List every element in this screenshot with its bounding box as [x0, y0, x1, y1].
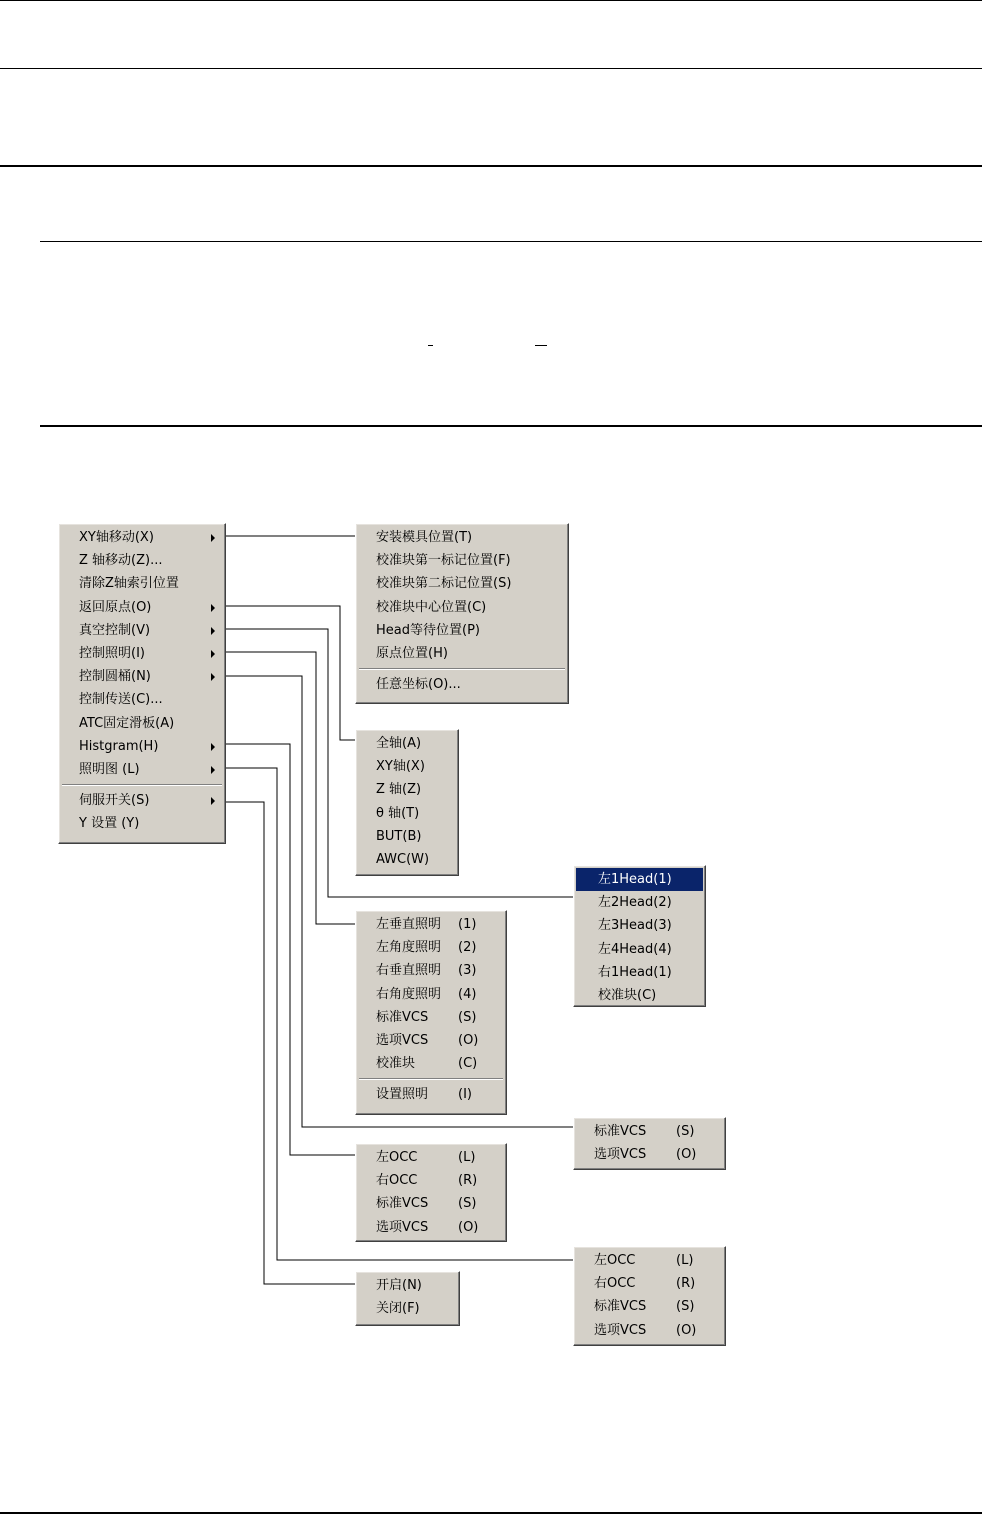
submenu-item-shortcut: (L)	[676, 1253, 694, 1268]
submenu-item-label: 标准VCS	[594, 1124, 647, 1139]
submenu-item-label: Z 轴(Z)	[376, 782, 422, 798]
submenu-item-shortcut: (L)	[458, 1150, 476, 1165]
submenu-item-label: 选项VCS	[376, 1032, 429, 1048]
submenu-item[interactable]	[358, 1274, 457, 1297]
submenu-item-label: 左OCC	[376, 1150, 418, 1165]
submenu-item-label: 右角度照明	[376, 986, 442, 1002]
submenu-item-label: 右OCC	[376, 1173, 418, 1189]
submenu-item[interactable]	[576, 1272, 723, 1295]
submenu-item[interactable]	[576, 1249, 723, 1272]
submenu-item-shortcut: (R)	[676, 1276, 696, 1292]
submenu-item[interactable]	[358, 549, 566, 572]
submenu-arrow-icon	[211, 797, 215, 805]
submenu-item-shortcut: (S)	[458, 1009, 477, 1025]
submenu-item[interactable]	[576, 984, 703, 1007]
submenu-item[interactable]	[358, 1083, 504, 1106]
submenu-item-label: 右垂直照明	[376, 963, 442, 979]
submenu-item[interactable]	[576, 1319, 723, 1342]
submenu-item[interactable]	[358, 983, 504, 1006]
submenu-item-label: 任意坐标(O)...	[376, 677, 461, 693]
menu-item-servo[interactable]	[61, 789, 223, 812]
submenu-item-label: BUT(B)	[376, 828, 422, 844]
submenu-item-label: 标准VCS	[376, 1009, 429, 1025]
submenu-item-label: 左角度照明	[376, 940, 442, 956]
submenu-item-shortcut: (1)	[458, 917, 477, 932]
submenu-item[interactable]	[358, 673, 566, 696]
submenu-arrow-icon	[211, 743, 215, 751]
submenu-item[interactable]	[358, 959, 504, 982]
menu-item-return-origin[interactable]	[61, 596, 223, 619]
menu-item-label: 控制照明(I)	[79, 645, 145, 661]
submenu-item[interactable]	[358, 1146, 504, 1169]
menu-item-label: 控制圆桶(N)	[79, 669, 151, 685]
menu-item-label: 照明图 (L)	[79, 761, 140, 777]
menu-item-lighting[interactable]	[61, 642, 223, 665]
submenu-item[interactable]	[358, 596, 566, 619]
submenu-item[interactable]	[358, 1052, 504, 1075]
submenu-item-label: 右1Head(1)	[598, 964, 672, 980]
submenu-servo	[355, 1271, 460, 1326]
menu-separator	[359, 1078, 503, 1080]
submenu-item-shortcut: (O)	[676, 1322, 697, 1338]
submenu-item-label: 左1Head(1)	[598, 872, 672, 887]
submenu-item[interactable]	[358, 825, 456, 848]
submenu-item-shortcut: (2)	[458, 940, 477, 956]
menu-item-label: Histgram(H)	[79, 738, 159, 754]
submenu-item-shortcut: (R)	[458, 1173, 478, 1189]
submenu-item[interactable]	[358, 913, 504, 936]
submenu-item-label: θ 轴(T)	[376, 805, 420, 821]
submenu-item-label: 左4Head(4)	[598, 941, 672, 957]
submenu-vacuum	[573, 865, 706, 1007]
submenu-item-label: 安装模具位置(T)	[376, 530, 473, 545]
menu-item-clear-z-index[interactable]	[61, 572, 223, 595]
menu-item-label: Z 轴移动(Z)...	[79, 553, 163, 569]
menu-item-label: 伺服开关(S)	[79, 793, 150, 809]
submenu-item-label: 关闭(F)	[376, 1301, 420, 1317]
submenu-arrow-icon	[211, 673, 215, 681]
submenu-item-highlighted[interactable]	[576, 868, 703, 891]
menu-item-label: Y 设置 (Y)	[79, 816, 140, 832]
menu-item-label: 返回原点(O)	[79, 599, 152, 615]
submenu-item-shortcut: (3)	[458, 963, 477, 979]
submenu-item[interactable]	[576, 938, 703, 961]
submenu-item[interactable]	[358, 1029, 504, 1052]
submenu-arrow-icon	[211, 627, 215, 635]
submenu-arrow-icon	[211, 604, 215, 612]
submenu-arrow-icon	[211, 534, 215, 542]
submenu-item-shortcut: (S)	[676, 1124, 695, 1139]
submenu-item[interactable]	[358, 778, 456, 801]
menu-item-drum[interactable]	[61, 665, 223, 688]
submenu-arrow-icon	[211, 766, 215, 774]
submenu-item-label: 标准VCS	[594, 1299, 647, 1315]
submenu-item[interactable]	[358, 1216, 504, 1239]
submenu-item-shortcut: (I)	[458, 1087, 472, 1103]
submenu-item-label: 全轴(A)	[376, 736, 422, 751]
submenu-item-label: 左OCC	[594, 1253, 636, 1268]
menu-item-xy-move[interactable]	[61, 526, 223, 549]
menu-separator	[359, 668, 565, 670]
submenu-item-label: 校准块	[376, 1056, 416, 1072]
submenu-item-label: 原点位置(H)	[376, 645, 448, 661]
submenu-item-label: 设置照明	[376, 1087, 429, 1103]
submenu-item[interactable]	[576, 914, 703, 937]
submenu-item-shortcut: (O)	[458, 1032, 479, 1048]
submenu-item[interactable]	[358, 1006, 504, 1029]
submenu-return-origin	[355, 729, 459, 876]
submenu-item-label: 开启(N)	[376, 1278, 422, 1293]
menu-item-transport[interactable]	[61, 688, 223, 711]
submenu-item[interactable]	[358, 1169, 504, 1192]
submenu-item-label: 校准块(C)	[598, 987, 657, 1003]
submenu-item-label: 校准块第二标记位置(S)	[376, 576, 512, 592]
submenu-item[interactable]	[358, 1297, 457, 1320]
submenu-item[interactable]	[576, 1295, 723, 1318]
menu-item-histgram[interactable]	[61, 735, 223, 758]
submenu-item-label: Head等待位置(P)	[376, 622, 480, 638]
submenu-item-label: 选项VCS	[376, 1219, 429, 1235]
menu-item-vacuum[interactable]	[61, 619, 223, 642]
submenu-item[interactable]	[358, 755, 456, 778]
menu-item-label: ATC固定滑板(A)	[79, 715, 175, 731]
submenu-histgram	[355, 1143, 507, 1242]
submenu-item-label: AWC(W)	[376, 851, 430, 867]
submenu-item[interactable]	[576, 961, 703, 984]
submenu-item-shortcut: (S)	[676, 1299, 695, 1315]
menu-item-atc-slide[interactable]	[61, 712, 223, 735]
submenu-item[interactable]	[576, 1143, 723, 1166]
menu-separator	[62, 784, 222, 786]
submenu-lighting-map	[573, 1246, 726, 1346]
submenu-arrow-icon	[211, 650, 215, 658]
submenu-item[interactable]	[358, 732, 456, 755]
submenu-item-shortcut: (4)	[458, 986, 477, 1002]
menu-item-label: 控制传送(C)...	[79, 692, 163, 708]
menu-item-label: 真空控制(V)	[79, 622, 151, 638]
submenu-item-label: 校准块第一标记位置(F)	[376, 553, 511, 569]
menu-item-label: 清除Z轴索引位置	[79, 576, 179, 592]
submenu-item[interactable]	[358, 642, 566, 665]
menu-item-z-move[interactable]	[61, 549, 223, 572]
main-menu	[58, 523, 226, 844]
submenu-item-label: 左3Head(3)	[598, 918, 672, 934]
submenu-item-label: 左2Head(2)	[598, 895, 672, 911]
menu-item-lighting-map[interactable]	[61, 758, 223, 781]
submenu-item-label: 校准块中心位置(C)	[376, 599, 487, 615]
submenu-item-label: 标准VCS	[376, 1196, 429, 1212]
submenu-item[interactable]	[358, 526, 566, 549]
submenu-item[interactable]	[358, 619, 566, 642]
submenu-lighting	[355, 910, 507, 1115]
submenu-xy-move	[355, 523, 569, 704]
submenu-item-shortcut: (C)	[458, 1056, 478, 1072]
submenu-item-label: XY轴(X)	[376, 759, 425, 775]
submenu-item-shortcut: (S)	[458, 1196, 477, 1212]
submenu-item[interactable]	[358, 936, 504, 959]
submenu-item-label: 选项VCS	[594, 1322, 647, 1338]
submenu-item[interactable]	[576, 1120, 723, 1143]
submenu-item[interactable]	[358, 1192, 504, 1215]
submenu-item-label: 选项VCS	[594, 1147, 647, 1163]
menu-item-label: XY轴移动(X)	[79, 530, 154, 545]
submenu-item-shortcut: (O)	[676, 1147, 697, 1163]
submenu-item-label: 左垂直照明	[376, 917, 442, 932]
submenu-item-shortcut: (O)	[458, 1219, 479, 1235]
submenu-item[interactable]	[358, 572, 566, 595]
submenu-item[interactable]	[576, 891, 703, 914]
submenu-item[interactable]	[358, 848, 456, 871]
submenu-item[interactable]	[358, 802, 456, 825]
menu-item-y-setting[interactable]	[61, 812, 223, 835]
submenu-item-label: 右OCC	[594, 1276, 636, 1292]
submenu-drum	[573, 1117, 726, 1170]
